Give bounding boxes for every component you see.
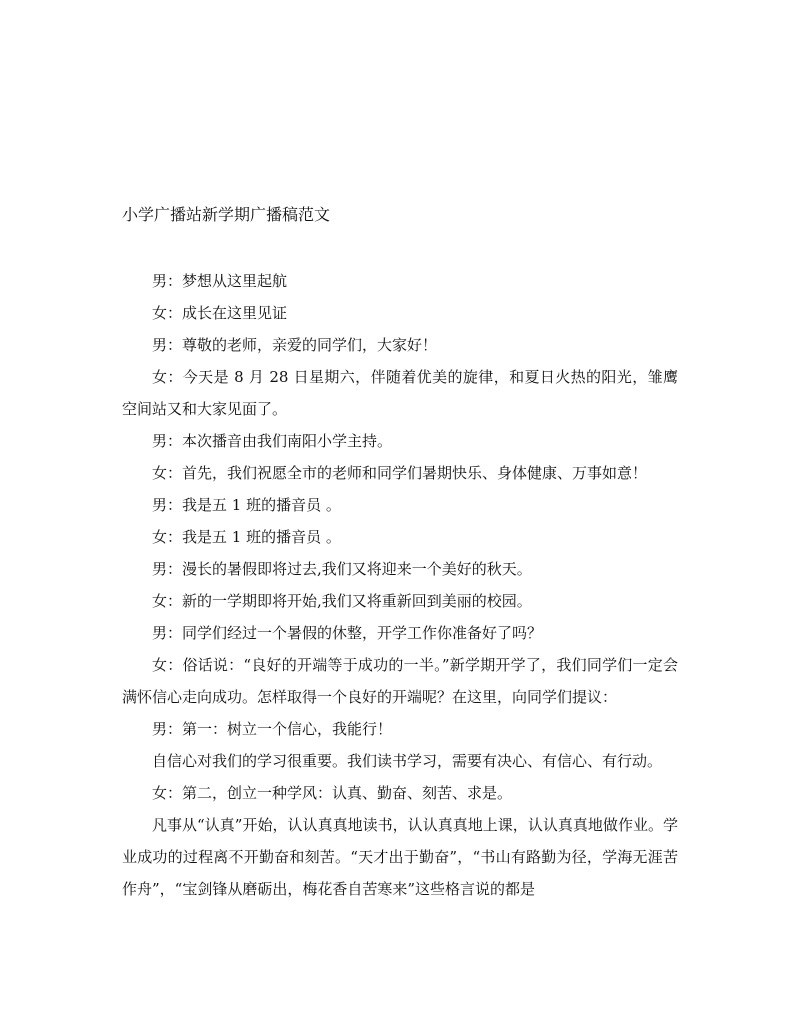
paragraph-1: 男：梦想从这里起航 — [152, 272, 288, 290]
paragraph-12: 女：俗话说：“良好的开端等于成功的一半。”新学期开学了，我们同学们一定会满怀信心走向成功。怎样取得一个良好的开端呢？在这里，向同学们提议： — [122, 656, 678, 706]
paragraph-4: 女：今天是 8 月 28 日星期六，伴随着优美的旋律，和夏日火热的阳光，雏鹰空间站又和大家见面了。 — [122, 368, 678, 418]
paragraph-14: 自信心对我们的学习很重要。我们读书学习，需要有决心、有信心、有行动。 — [152, 752, 663, 770]
paragraph-15: 女：第二，创立一种学风：认真、勤奋、刻苦、求是。 — [152, 784, 513, 802]
paragraph-5: 男：本次播音由我们南阳小学主持。 — [152, 432, 393, 450]
paragraph-3: 男：尊敬的老师，亲爱的同学们，大家好！ — [152, 336, 438, 354]
paragraph-2: 女：成长在这里见证 — [152, 304, 288, 322]
paragraph-10: 女：新的一学期即将开始,我们又将重新回到美丽的校园。 — [152, 592, 532, 610]
paragraph-13: 男：第一：树立一个信心，我能行！ — [152, 720, 393, 738]
paragraph-7: 男：我是五 1 班的播音员 。 — [152, 496, 341, 514]
document-title: 小学广播站新学期广播稿范文 — [122, 205, 331, 224]
paragraph-11: 男：同学们经过一个暑假的休整，开学工作你准备好了吗？ — [152, 624, 543, 642]
paragraph-9: 男：漫长的暑假即将过去,我们又将迎来一个美好的秋天。 — [152, 560, 532, 578]
paragraph-16: 凡事从“认真”开始，认认真真地读书，认认真真地上课，认认真真地做作业。学业成功的过程离不开勤奋和刻苦。“天才出于勤奋”，“书山有路勤为径，学海无涯苦作舟”，“宝剑锋从磨砺出，梅花香自苦寒来”这些格言说的都是 — [122, 816, 678, 898]
paragraph-8: 女：我是五 1 班的播音员 。 — [152, 528, 341, 546]
paragraph-6: 女：首先，我们祝愿全市的老师和同学们暑期快乐、身体健康、万事如意！ — [152, 464, 648, 482]
document-body — [122, 265, 678, 905]
